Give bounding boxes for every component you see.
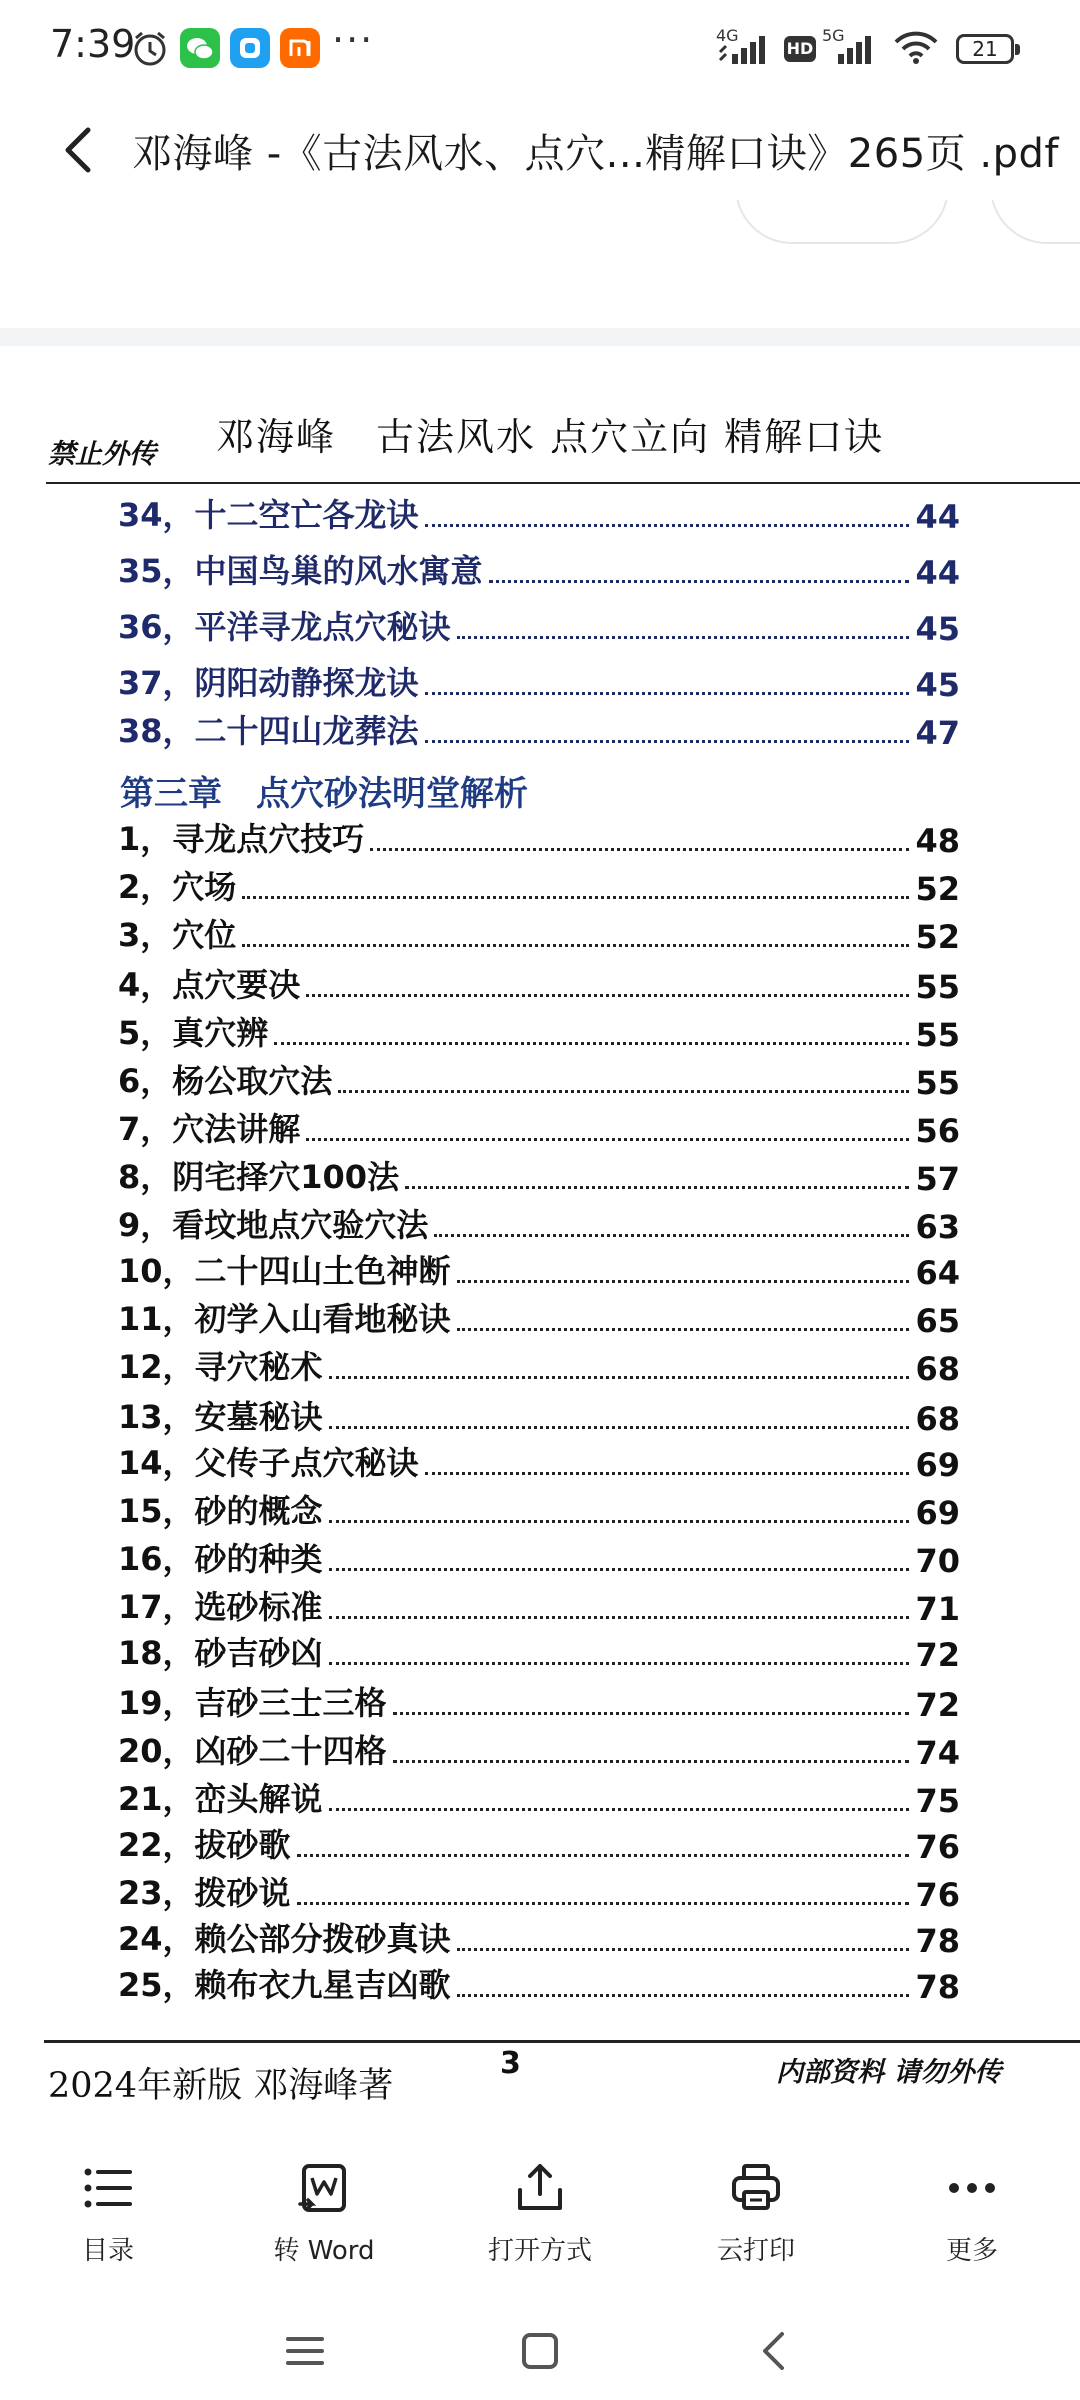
toc-entry[interactable]: 8，阴宅择穴100法 57 xyxy=(118,1158,960,1198)
toc-entry[interactable]: 23，拨砂说 76 xyxy=(118,1874,960,1914)
toc-entry[interactable]: 20，凶砂二十四格 74 xyxy=(118,1732,960,1772)
recent-apps-button[interactable] xyxy=(280,2326,330,2376)
convert-word-label: 转 Word xyxy=(273,2236,375,2266)
wifi-icon xyxy=(892,30,940,66)
printer-icon xyxy=(728,2160,784,2216)
open-with-button[interactable] xyxy=(432,2160,648,2280)
signal-icon xyxy=(718,30,770,66)
toc-entry[interactable]: 7，穴法讲解 56 xyxy=(118,1110,960,1150)
word-convert-icon xyxy=(296,2160,352,2216)
toc-entry[interactable]: 25，赖布衣九星吉凶歌 78 xyxy=(118,1966,960,2006)
pdf-viewport[interactable] xyxy=(0,200,1080,2142)
more-icon xyxy=(944,2160,1000,2216)
chapter-heading: 第三章 点穴砂法明堂解析 xyxy=(120,774,528,814)
cloud-print-button[interactable] xyxy=(648,2160,864,2280)
open-with-label: 打开方式 xyxy=(487,2236,592,2266)
app-header xyxy=(0,100,1080,200)
chevron-left-icon xyxy=(750,2326,800,2376)
toc-entry[interactable]: 17，选砂标准 71 xyxy=(118,1588,960,1628)
toc-entry[interactable]: 3，穴位 52 xyxy=(118,916,960,956)
convert-word-button[interactable] xyxy=(216,2160,432,2280)
footer-edition: 2024年新版 邓海峰著 xyxy=(48,2066,394,2106)
toc-button-label: 目录 xyxy=(81,2236,134,2266)
header-rule xyxy=(46,482,1080,484)
toc-entry[interactable]: 15，砂的概念 69 xyxy=(118,1492,960,1532)
previous-page-decoration xyxy=(735,200,949,244)
toc-entry[interactable]: 35，中国鸟巢的风水寓意 44 xyxy=(118,552,960,592)
chevron-left-icon xyxy=(50,120,110,180)
back-button[interactable] xyxy=(50,120,110,180)
toc-entry[interactable]: 22，拔砂歌 76 xyxy=(118,1826,960,1866)
cloud-print-label: 云打印 xyxy=(716,2236,795,2266)
more-notifications-icon: ··· xyxy=(332,18,375,62)
messenger-icon xyxy=(230,28,270,68)
toc-entry[interactable]: 2，穴场 52 xyxy=(118,868,960,908)
toc-entry[interactable]: 36，平洋寻龙点穴秘诀 45 xyxy=(118,608,960,648)
hd-badge: HD xyxy=(784,36,816,62)
toc-entry[interactable]: 1，寻龙点穴技巧 48 xyxy=(118,820,960,860)
page-header xyxy=(48,406,1048,470)
page-header-title: 邓海峰 古法风水 点穴立向 精解口诀 xyxy=(216,415,885,459)
toc-entry[interactable]: 6，杨公取穴法 55 xyxy=(118,1062,960,1102)
toc-entry[interactable]: 12，寻穴秘术 68 xyxy=(118,1348,960,1388)
footer-stamp: 内部资料 请勿外传 xyxy=(776,2057,1002,2088)
toc-entry[interactable]: 37，阴阳动静探龙诀 45 xyxy=(118,664,960,704)
toc-entry[interactable]: 16，砂的种类 70 xyxy=(118,1540,960,1580)
more-button[interactable] xyxy=(864,2160,1080,2280)
more-button-label: 更多 xyxy=(945,2236,998,2266)
network-4g-label: 4G xyxy=(716,26,739,45)
toc-entry[interactable]: 34，十二空亡各龙诀 44 xyxy=(118,496,960,536)
toc-entry[interactable]: 5，真穴辨 55 xyxy=(118,1014,960,1054)
bottom-toolbar xyxy=(0,2142,1080,2302)
list-icon xyxy=(80,2160,136,2216)
menu-icon xyxy=(280,2326,330,2376)
document-title: 邓海峰 -《古法风水、点穴...精解口诀》265页 .pdf xyxy=(132,131,1059,177)
mi-icon xyxy=(280,28,320,68)
back-nav-button[interactable] xyxy=(750,2326,800,2376)
status-time: 7:39 xyxy=(50,22,136,66)
toc-entry[interactable]: 24，赖公部分拨砂真诀 78 xyxy=(118,1920,960,1960)
toc-entry[interactable]: 9，看坟地点穴验穴法 63 xyxy=(118,1206,960,1246)
previous-page-decoration xyxy=(990,200,1080,244)
toc-entry[interactable]: 21，峦头解说 75 xyxy=(118,1780,960,1820)
toc-entry[interactable]: 38，二十四山龙葬法 47 xyxy=(118,712,960,752)
toc-entry[interactable]: 11，初学入山看地秘诀 65 xyxy=(118,1300,960,1340)
toc-entry[interactable]: 18，砂吉砂凶 72 xyxy=(118,1634,960,1674)
toc-entry[interactable]: 19，吉砂三士三格 72 xyxy=(118,1684,960,1724)
page-header-stamp: 禁止外传 xyxy=(48,439,156,470)
signal-5g-icon xyxy=(830,30,876,66)
footer-rule xyxy=(44,2040,1080,2043)
share-icon xyxy=(512,2160,568,2216)
status-bar xyxy=(0,0,1080,100)
page-number: 3 xyxy=(500,2046,521,2081)
home-square-icon xyxy=(515,2326,565,2376)
wechat-icon xyxy=(180,28,220,68)
alarm-clock-icon xyxy=(130,28,170,68)
toc-entry[interactable]: 14，父传子点穴秘诀 69 xyxy=(118,1444,960,1484)
pdf-page xyxy=(0,346,1080,2142)
toc-entry[interactable]: 10，二十四山土色神断 64 xyxy=(118,1252,960,1292)
network-5g-label: 5G xyxy=(822,26,845,45)
home-button[interactable] xyxy=(515,2326,565,2376)
previous-page-bottom xyxy=(0,200,1080,328)
toc-button[interactable] xyxy=(0,2160,216,2280)
system-navigation-bar xyxy=(0,2302,1080,2400)
toc-entry[interactable]: 13，安墓秘诀 68 xyxy=(118,1398,960,1438)
battery-indicator: 21 xyxy=(956,34,1014,64)
toc-entry[interactable]: 4，点穴要决 55 xyxy=(118,966,960,1006)
